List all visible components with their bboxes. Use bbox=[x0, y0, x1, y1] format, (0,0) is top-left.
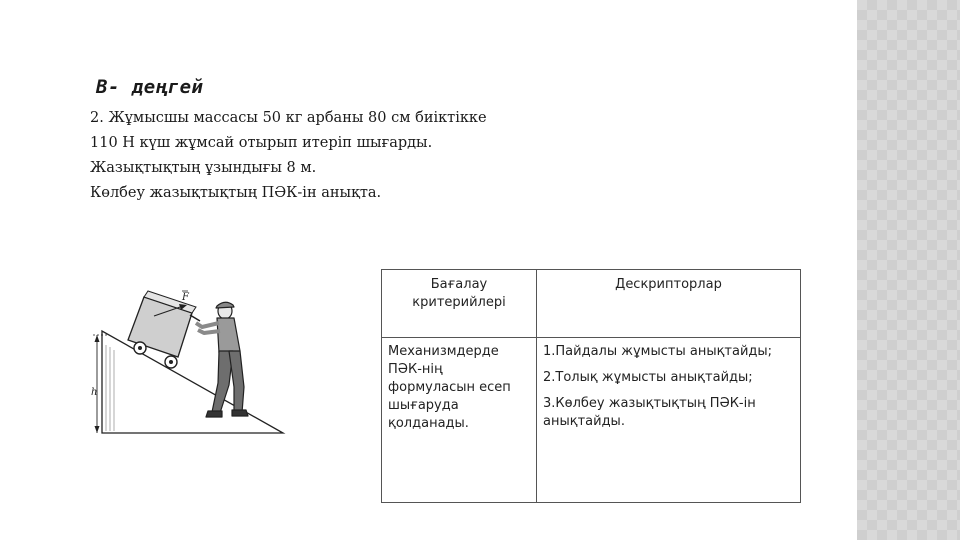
table-header-criteria: Бағалау критерийлері bbox=[382, 270, 537, 338]
table-header-descriptors: Дескрипторлар bbox=[537, 270, 801, 338]
incline-triangle bbox=[102, 331, 283, 433]
height-label: h bbox=[91, 387, 98, 398]
decorative-side-pattern bbox=[857, 0, 960, 540]
problem-text bbox=[90, 106, 560, 206]
criterion-cell: Механизмдерде ПӘК-нің формуласын есеп шығаруда қолданады. bbox=[382, 338, 537, 503]
problem-line: 2. Жұмысшы массасы 50 кг арбаны 80 см биіктікке bbox=[90, 110, 487, 126]
problem-line: Көлбеу жазықтықтың ПӘК-ін анықта. bbox=[90, 185, 382, 201]
descriptor-item: 2.Толық жұмысты анықтайды; bbox=[543, 370, 753, 385]
problem-line: Жазықтықтың ұзындығы 8 м. bbox=[90, 160, 317, 176]
force-label: F bbox=[182, 292, 189, 303]
level-title: В- деңгей bbox=[96, 76, 204, 98]
descriptor-item: 1.Пайдалы жұмысты анықтайды; bbox=[543, 344, 773, 359]
descriptors-cell bbox=[537, 338, 801, 503]
table-header-row bbox=[382, 270, 801, 338]
assessment-table bbox=[381, 269, 801, 503]
descriptor-item: 3.Көлбеу жазықтықтың ПӘК-ін анықтайды. bbox=[543, 396, 756, 429]
table-row bbox=[382, 338, 801, 503]
inclined-plane-figure bbox=[88, 285, 288, 440]
problem-line: 110 Н күш жұмсай отырып итеріп шығарды. bbox=[90, 135, 433, 151]
